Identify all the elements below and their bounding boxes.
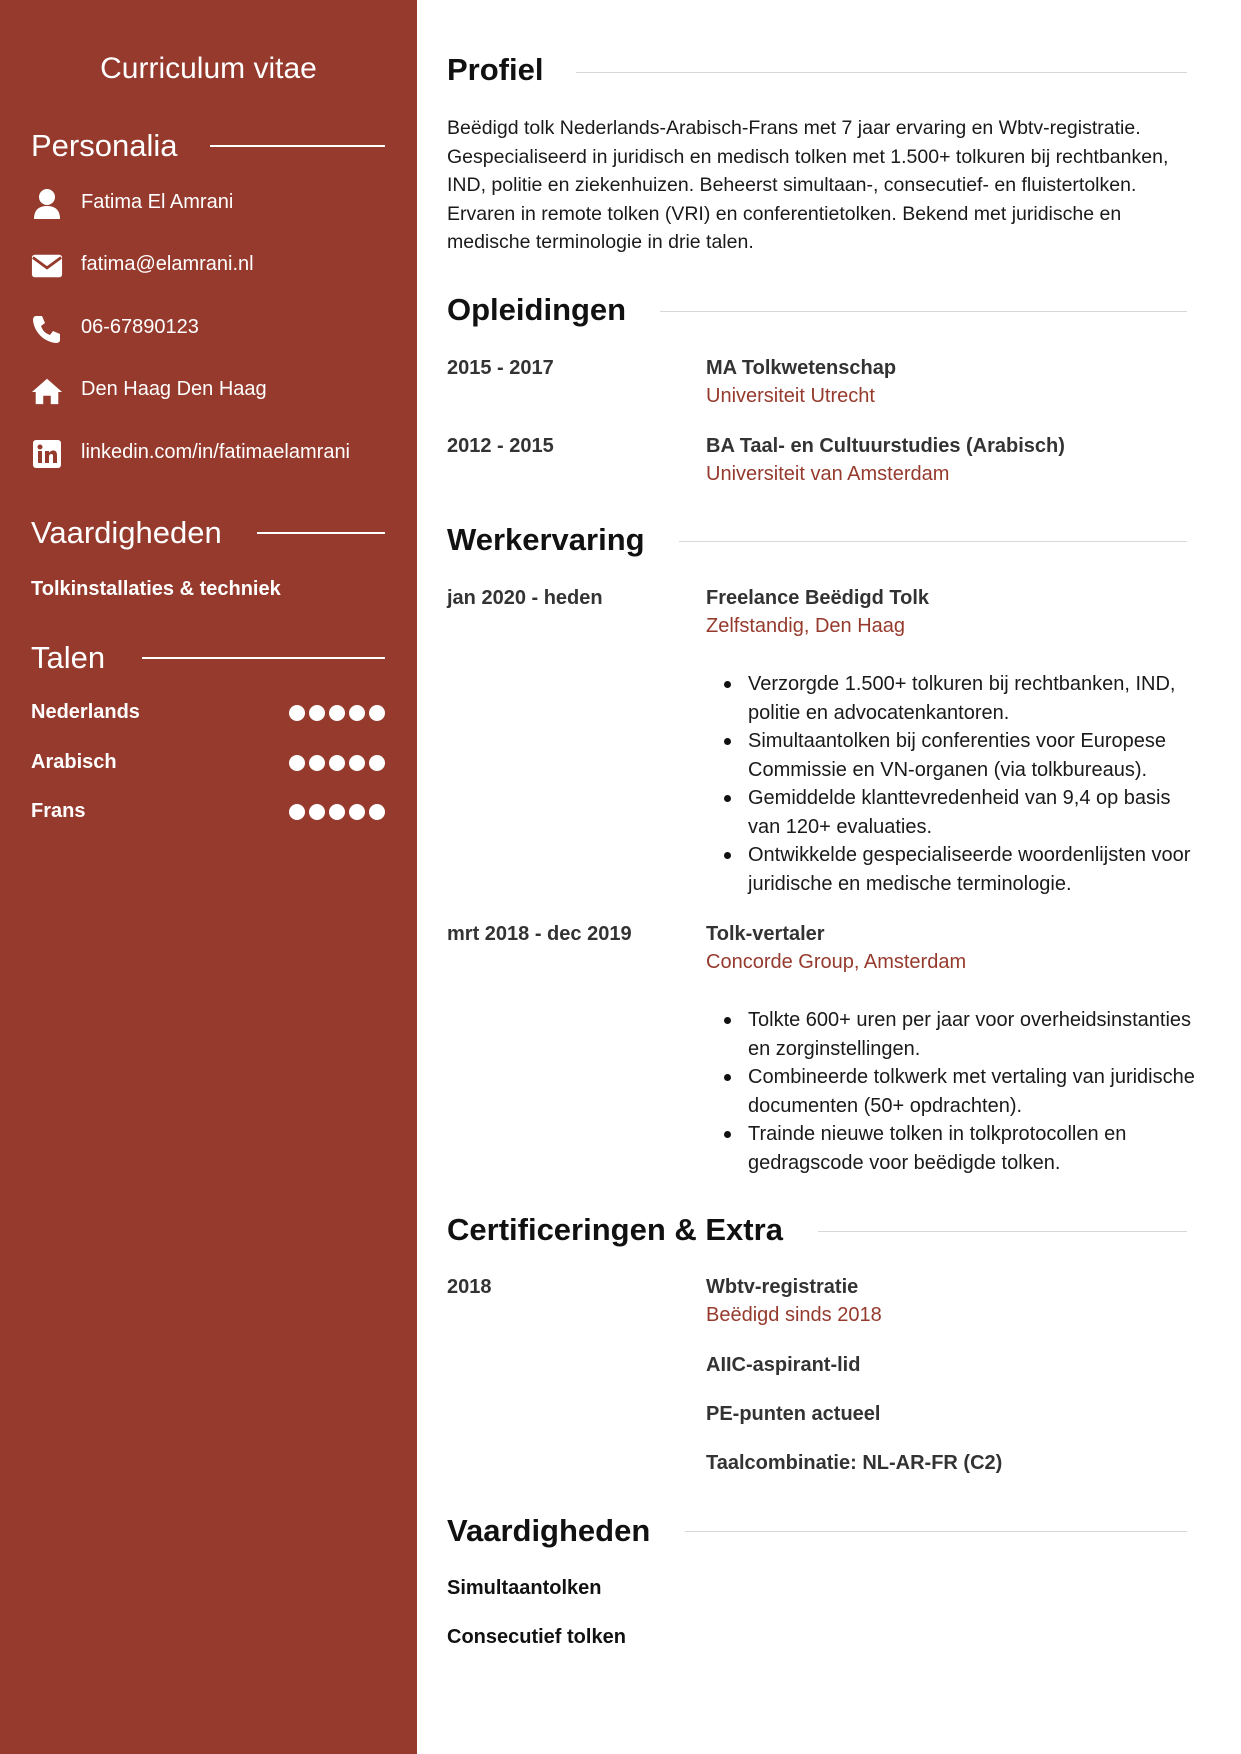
experience-company: Concorde Group, Amsterdam — [706, 951, 967, 973]
skills-heading: Vaardigheden — [447, 1513, 651, 1548]
level-dot — [369, 804, 385, 820]
experience-title: Freelance Beëdigd Tolk — [706, 587, 930, 609]
bullet-item: Ontwikkelde gespecialiseerde woordenlijsten voor juridische en medische terminologie. — [706, 841, 1206, 898]
education-period: 2012 - 2015 — [447, 435, 554, 457]
languages-heading: Talen — [31, 640, 106, 675]
language-row-frans — [31, 800, 385, 826]
certification-title: Wbtv-registratie — [706, 1276, 859, 1298]
experience-title: Tolk-vertaler — [706, 923, 825, 945]
bullet-item: Gemiddelde klanttevredenheid van 9,4 op basis van 120+ evaluaties. — [706, 784, 1206, 841]
level-dot — [329, 755, 345, 771]
sidebar-skill-item: Tolkinstallaties & techniek — [31, 578, 281, 600]
contact-phone[interactable]: 06-67890123 — [81, 316, 199, 338]
language-row-arabisch — [31, 751, 385, 777]
bullet-item: Verzorgde 1.500+ tolkuren bij rechtbanken, IND, politie en advocatenkantoren. — [706, 670, 1206, 727]
experience-bullets — [706, 670, 1206, 898]
language-name: Arabisch — [31, 751, 117, 773]
contact-address: Den Haag Den Haag — [81, 378, 267, 400]
contact-email[interactable]: fatima@elamrani.nl — [81, 253, 254, 275]
level-dot — [329, 804, 345, 820]
language-name: Frans — [31, 800, 86, 822]
education-title: BA Taal- en Cultuurstudies (Arabisch) — [706, 435, 1065, 457]
level-dot — [329, 705, 345, 721]
level-dot — [369, 755, 385, 771]
main-content — [417, 0, 1241, 1754]
experience-period: mrt 2018 - dec 2019 — [447, 923, 632, 945]
linkedin-icon — [31, 438, 63, 470]
sidebar-skills-heading: Vaardigheden — [31, 515, 222, 550]
contact-linkedin[interactable]: linkedin.com/in/fatimaelamrani — [81, 441, 351, 463]
language-level-dots — [289, 804, 385, 820]
envelope-icon — [31, 250, 63, 282]
education-institution: Universiteit van Amsterdam — [706, 463, 950, 485]
skill-item: Simultaantolken — [447, 1577, 602, 1599]
skills-rule — [685, 1531, 1187, 1532]
sidebar-skills-rule — [257, 532, 385, 534]
level-dot — [289, 755, 305, 771]
experience-heading: Werkervaring — [447, 522, 645, 557]
contact-name: Fatima El Amrani — [81, 191, 234, 213]
bullet-item: Combineerde tolkwerk met vertaling van juridische documenten (50+ opdrachten). — [706, 1063, 1206, 1120]
contact-name-row — [31, 188, 234, 220]
phone-icon — [31, 313, 63, 345]
profile-rule — [576, 72, 1187, 73]
contact-linkedin-row[interactable] — [31, 438, 351, 470]
level-dot — [349, 804, 365, 820]
level-dot — [369, 705, 385, 721]
certifications-heading: Certificeringen & Extra — [447, 1212, 783, 1247]
level-dot — [309, 804, 325, 820]
language-level-dots — [289, 755, 385, 771]
education-rule — [660, 311, 1187, 312]
level-dot — [289, 804, 305, 820]
contact-email-row[interactable] — [31, 250, 254, 282]
contact-phone-row[interactable] — [31, 313, 199, 345]
language-level-dots — [289, 705, 385, 721]
education-title: MA Tolkwetenschap — [706, 357, 897, 379]
contact-address-row — [31, 375, 267, 407]
level-dot — [309, 705, 325, 721]
experience-bullets — [706, 1006, 1206, 1177]
bullet-item: Tolkte 600+ uren per jaar voor overheidsinstanties en zorginstellingen. — [706, 1006, 1206, 1063]
certification-title: PE-punten actueel — [706, 1403, 881, 1425]
document-title: Curriculum vitae — [100, 52, 317, 85]
level-dot — [289, 705, 305, 721]
personalia-rule — [210, 145, 385, 147]
certification-year: 2018 — [447, 1276, 492, 1298]
personalia-heading: Personalia — [31, 128, 178, 163]
sidebar — [0, 0, 417, 1754]
home-icon — [31, 375, 63, 407]
language-name: Nederlands — [31, 701, 140, 723]
languages-rule — [142, 657, 385, 659]
language-row-nederlands — [31, 701, 385, 727]
bullet-item: Simultaantolken bij conferenties voor Europese Commissie en VN-organen (via tolkbureaus). — [706, 727, 1206, 784]
education-heading: Opleidingen — [447, 292, 627, 327]
certification-sub: Beëdigd sinds 2018 — [706, 1304, 882, 1326]
level-dot — [349, 755, 365, 771]
certification-title: AIIC-aspirant-lid — [706, 1354, 861, 1376]
certifications-rule — [818, 1231, 1187, 1232]
experience-company: Zelfstandig, Den Haag — [706, 615, 906, 637]
education-institution: Universiteit Utrecht — [706, 385, 875, 407]
experience-rule — [679, 541, 1187, 542]
profile-heading: Profiel — [447, 52, 544, 87]
education-period: 2015 - 2017 — [447, 357, 554, 379]
bullet-item: Trainde nieuwe tolken in tolkprotocollen en gedragscode voor beëdigde tolken. — [706, 1120, 1206, 1177]
user-icon — [31, 188, 63, 220]
profile-text: Beëdigd tolk Nederlands-Arabisch-Frans met 7 jaar ervaring en Wbtv-registratie. Gespecialiseerd in juridisch en medisch tolken met 1.500+ tolkuren bij rechtbanken, IND, politie en ziekenhuizen. Beheerst simultaan-, consecutief- en fluistertolken. Ervaren in remote tolken (VRI) en conferentietolken. Bekend met juridische en medische terminologie in drie talen. — [447, 117, 1169, 253]
experience-period: jan 2020 - heden — [447, 587, 603, 609]
level-dot — [349, 705, 365, 721]
certification-title: Taalcombinatie: NL-AR-FR (C2) — [706, 1452, 1003, 1474]
level-dot — [309, 755, 325, 771]
skill-item: Consecutief tolken — [447, 1626, 626, 1648]
